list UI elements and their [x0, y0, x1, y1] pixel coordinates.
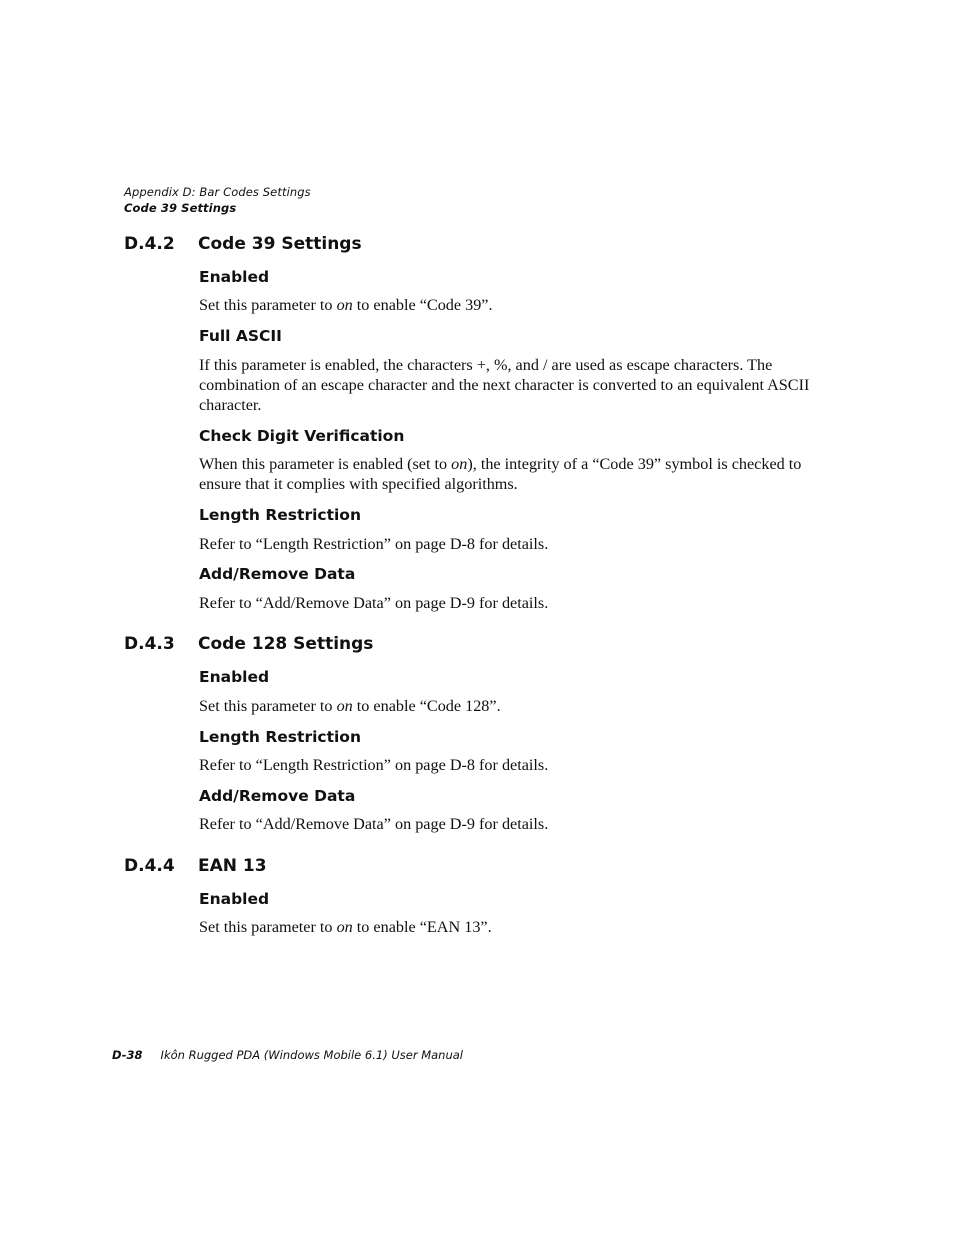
paragraph-code128-length: Refer to “Length Restriction” on page D-8 for details. [199, 756, 549, 774]
section-number-ean13: D.4.4 [124, 856, 175, 876]
manual-title: Ikôn Rugged PDA (Windows Mobile 6.1) User Manual [160, 1048, 463, 1062]
page-footer [112, 1048, 463, 1062]
section-title-code39: Code 39 Settings [198, 234, 362, 254]
subheading-code128-add-remove: Add/Remove Data [199, 787, 356, 805]
paragraph-code128-add-remove: Refer to “Add/Remove Data” on page D-9 for details. [199, 815, 549, 833]
subheading-code128-enabled: Enabled [199, 668, 270, 686]
paragraph-ean13-enabled: Set this parameter to on to enable “EAN 13”. [199, 918, 492, 936]
subheading-code39-full-ascii: Full ASCII [199, 327, 282, 345]
paragraph-code39-length: Refer to “Length Restriction” on page D-8 for details. [199, 535, 549, 553]
section-number-code128: D.4.3 [124, 634, 175, 654]
subheading-code39-check-digit: Check Digit Verification [199, 427, 405, 445]
section-title-code128: Code 128 Settings [198, 634, 374, 654]
subheading-ean13-enabled: Enabled [199, 890, 270, 908]
paragraph-code39-enabled: Set this parameter to on to enable “Code 39”. [199, 296, 493, 314]
section-title-ean13: EAN 13 [198, 856, 267, 876]
paragraph-code39-check-digit: When this parameter is enabled (set to on), the integrity of a “Code 39” symbol is checked to ensure that it complies with specified algorithms. [199, 455, 802, 493]
subheading-code39-add-remove: Add/Remove Data [199, 565, 356, 583]
subheading-code39-enabled: Enabled [199, 268, 270, 286]
paragraph-code128-enabled: Set this parameter to on to enable “Code 128”. [199, 697, 501, 715]
subheading-code39-length: Length Restriction [199, 506, 361, 524]
running-head-chapter: Appendix D: Bar Codes Settings [124, 185, 311, 199]
running-head-section: Code 39 Settings [124, 201, 237, 215]
paragraph-code39-add-remove: Refer to “Add/Remove Data” on page D-9 for details. [199, 594, 549, 612]
subheading-code128-length: Length Restriction [199, 728, 361, 746]
paragraph-code39-full-ascii: If this parameter is enabled, the characters +, %, and / are used as escape characters. The combination of an escape character and the next character is converted to an equivalent ASCII character. [199, 356, 810, 414]
page-number: D-38 [112, 1048, 143, 1062]
section-number-code39: D.4.2 [124, 234, 175, 254]
